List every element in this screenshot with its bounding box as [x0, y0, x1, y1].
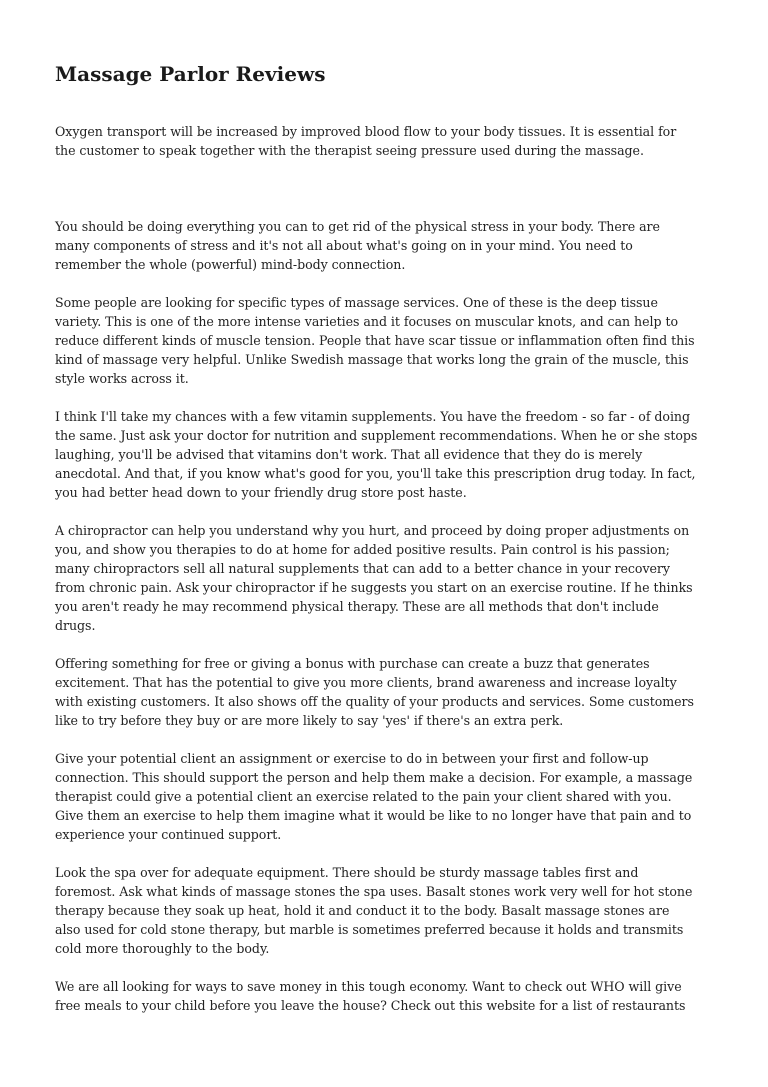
paragraph-deep-tissue: Some people are looking for specific types of massage services. One of these is the deep tissue variety. This is one of the more intense varieties and it focuses on muscular knots, and can help to reduce different kinds of muscle tension. People that have scar tissue or inflammation often find this kind of massage very helpful. Unlike Swedish massage that works long the grain of the muscle, this style works across it.	[55, 295, 695, 386]
paragraph-oxygen-transport: Oxygen transport will be increased by improved blood flow to your body tissues. It is essential for the customer to speak together with the therapist seeing pressure used during the massage.	[55, 124, 677, 158]
page-title: Massage Parlor Reviews	[55, 62, 326, 86]
paragraph-chiropractor: A chiropractor can help you understand why you hurt, and proceed by doing proper adjustments on you, and show you therapies to do at home for added positive results. Pain control is his passion; many chiropractors sell all natural supplements that can add to a better chance in your recovery from chronic pain. Ask your chiropractor if he suggests you start on an exercise routine. If he thinks you aren't ready he may recommend physical therapy. These are all methods that don't include drugs.	[55, 523, 693, 633]
paragraph-vitamin-supplements: I think I'll take my chances with a few vitamin supplements. You have the freedom - so far - of doing the same. Just ask your doctor for nutrition and supplement recommendations. When he or she stops laughing, you'll be advised that vitamins don't work. That all evidence that they do is merely anecdotal. And that, if you know what's good for you, you'll take this prescription drug today. In fact, you had better head down to your friendly drug store post haste.	[55, 409, 698, 500]
article-body	[55, 122, 715, 1034]
paragraph-physical-stress: You should be doing everything you can to get rid of the physical stress in your body. There are many components of stress and it's not all about what's going on in your mind. You need to remember the whole (powerful) mind-body connection.	[55, 219, 660, 272]
paragraph-free-bonus: Offering something for free or giving a bonus with purchase can create a buzz that generates excitement. That has the potential to give you more clients, brand awareness and increase loyalty with existing customers. It also shows off the quality of your products and services. Some customers like to try before they buy or are more likely to say 'yes' if there's an extra perk.	[55, 656, 694, 728]
paragraph-spa-equipment: Look the spa over for adequate equipment. There should be sturdy massage tables first and foremost. Ask what kinds of massage stones the spa uses. Basalt stones work very well for hot stone therapy because they soak up heat, hold it and conduct it to the body. Basalt massage stones are also used for cold stone therapy, but marble is sometimes preferred because it holds and transmits cold more thoroughly to the body.	[55, 865, 693, 956]
paragraph-client-assignment: Give your potential client an assignment or exercise to do in between your first and follow-up connection. This should support the person and help them make a decision. For example, a massage therapist could give a potential client an exercise related to the pain your client shared with you. Give them an exercise to help them imagine what it would be like to no longer have that pain and to experience your continued support.	[55, 751, 693, 842]
paragraph-save-money: We are all looking for ways to save money in this tough economy. Want to check out WHO will give free meals to your child before you leave the house? Check out this website for a list of restaurants	[55, 979, 686, 1013]
